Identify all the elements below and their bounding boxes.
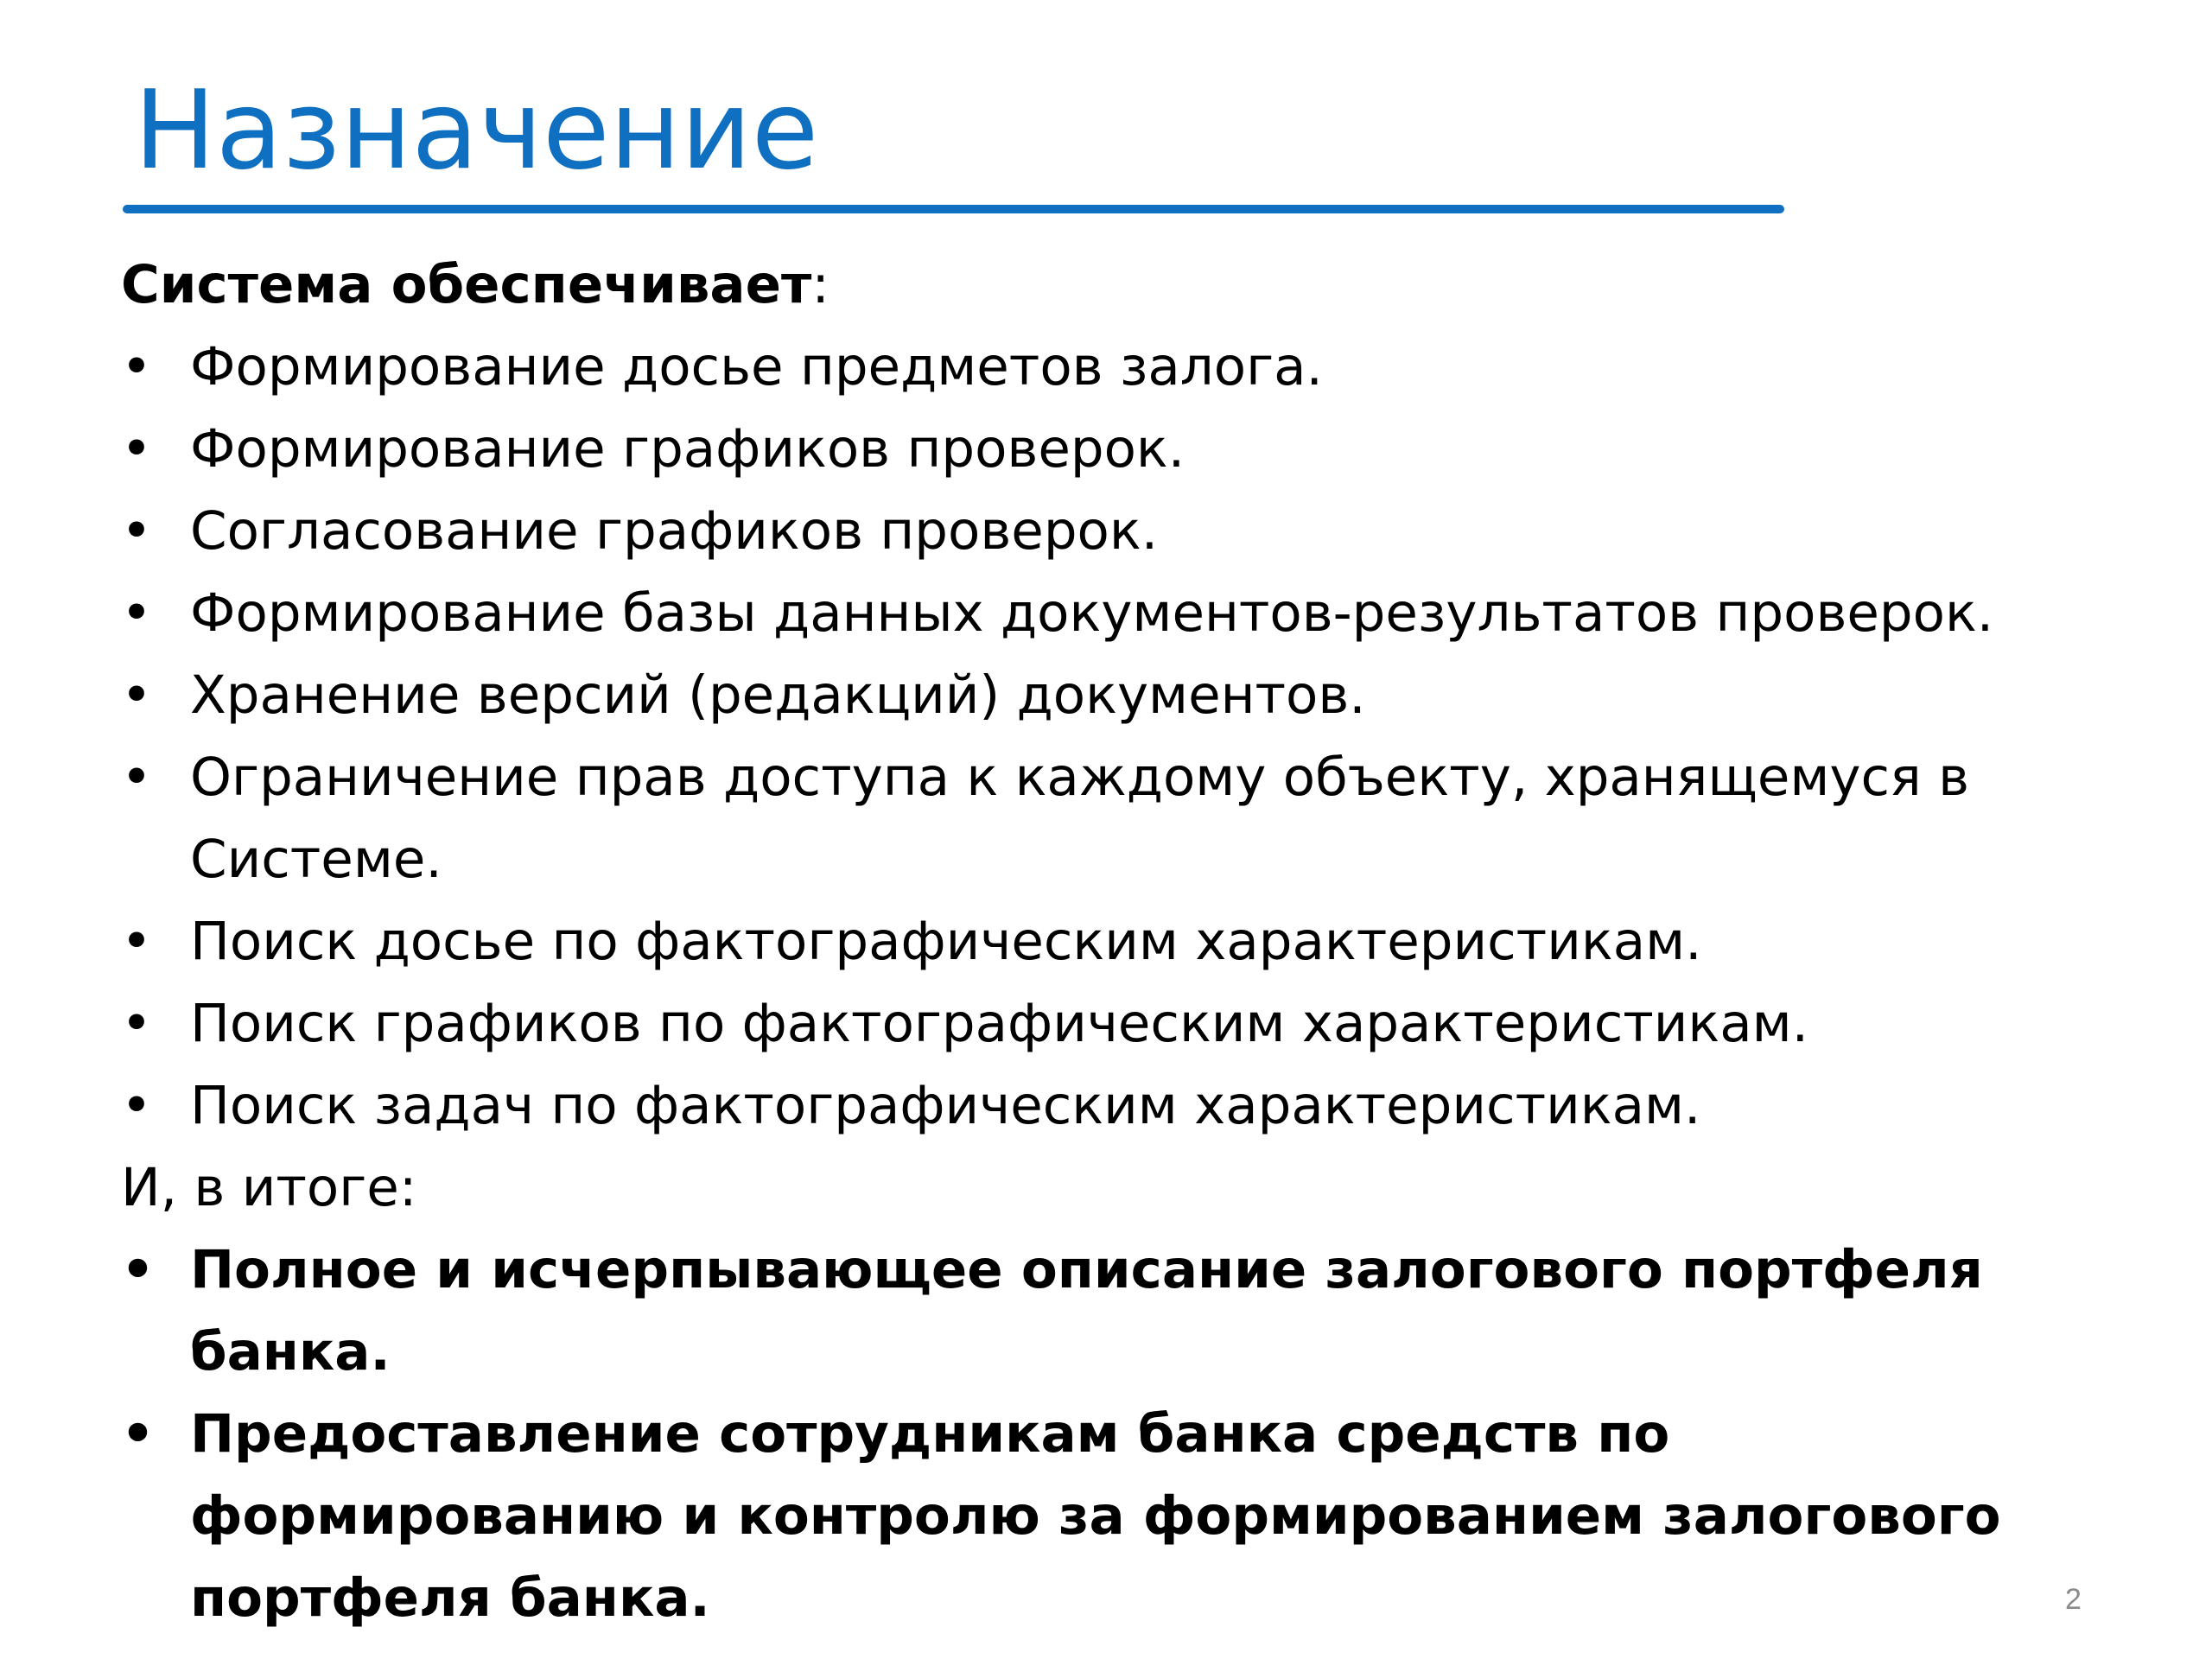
list-item xyxy=(121,1393,2160,1639)
list-item xyxy=(121,408,2160,490)
conclusion-text: Полное и исчерпывающее описание залогового портфеля банка. xyxy=(190,1239,1983,1382)
feature-text: Согласование графиков проверок. xyxy=(190,500,1159,562)
intro-colon: : xyxy=(811,254,830,315)
list-item xyxy=(121,490,2160,572)
bullet-icon: • xyxy=(121,1075,152,1136)
bullet-icon: • xyxy=(121,336,152,397)
bullet-icon: • xyxy=(121,747,152,808)
bullet-icon: • xyxy=(121,993,152,1054)
conclusion-lead: И, в итоге: xyxy=(121,1157,417,1218)
list-item xyxy=(121,1229,2160,1393)
list-item xyxy=(121,982,2160,1065)
bullet-icon: • xyxy=(121,1239,155,1300)
bullet-icon: • xyxy=(121,418,152,480)
bullet-icon: • xyxy=(121,911,152,972)
feature-text: Формирование графиков проверок. xyxy=(190,418,1185,480)
slide-body xyxy=(121,244,2160,1639)
feature-text: Формирование базы данных документов-результатов проверок. xyxy=(190,582,1994,644)
bullet-icon: • xyxy=(121,582,152,644)
slide-title: Назначение xyxy=(134,67,819,194)
title-underline xyxy=(123,205,1784,213)
list-item xyxy=(121,1065,2160,1147)
bullet-icon: • xyxy=(121,664,152,726)
list-item xyxy=(121,326,2160,408)
feature-text: Поиск задач по фактографическим характеристикам. xyxy=(190,1075,1701,1136)
intro-line xyxy=(121,244,2160,326)
page-number: 2 xyxy=(2065,1583,2082,1616)
list-item xyxy=(121,572,2160,654)
intro-bold: Система обеспечивает xyxy=(121,254,812,315)
feature-text: Поиск графиков по фактографическим характеристикам. xyxy=(190,993,1809,1054)
feature-text: Поиск досье по фактографическим характеристикам. xyxy=(190,911,1702,972)
feature-text: Ограничение прав доступа к каждому объекту, хранящемуся в Системе. xyxy=(190,747,1970,890)
bullet-icon: • xyxy=(121,500,152,562)
list-item xyxy=(121,736,2160,900)
conclusion-list xyxy=(121,1229,2160,1639)
bullet-icon: • xyxy=(121,1403,155,1465)
feature-list xyxy=(121,326,2160,1147)
feature-text: Формирование досье предметов залога. xyxy=(190,336,1323,397)
feature-text: Хранение версий (редакций) документов. xyxy=(190,664,1366,726)
conclusion-text: Предоставление сотрудникам банка средств по формированию и контролю за формированием залогового портфеля банка. xyxy=(190,1403,2001,1629)
list-item xyxy=(121,654,2160,736)
list-item xyxy=(121,900,2160,982)
